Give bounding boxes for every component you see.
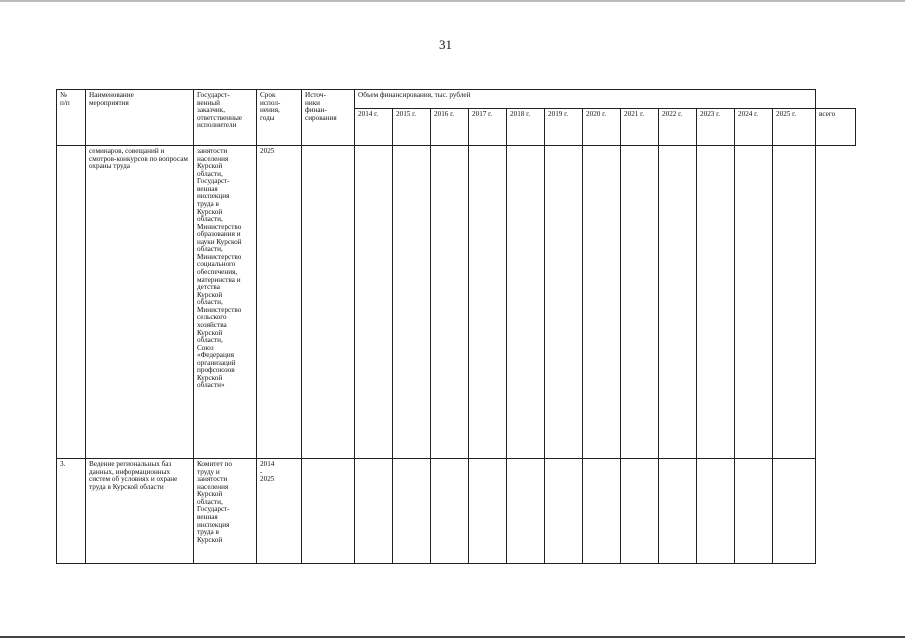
header-year: 2021 г. [621, 109, 659, 146]
header-funding: Объем финансирования, тыс. рублей [355, 90, 816, 109]
header-executor: Государст- венный заказчик, ответственные исполнители [194, 90, 257, 146]
header-name: Наименование мероприятия [86, 90, 194, 146]
header-year: 2015 г. [393, 109, 431, 146]
header-number: № п/п [57, 90, 86, 146]
row-executor: Комитет по труду и занятости населения Курской области, Государст- венная инспекция труда в Курской [194, 459, 257, 564]
header-year: 2024 г. [735, 109, 773, 146]
header-source: Источ- ники финан- сирования [302, 90, 355, 146]
header-year: 2018 г. [507, 109, 545, 146]
row-name: семинаров, совещаний и смотров-конкурсов по вопросам охраны труда [86, 146, 194, 459]
page-number: 31 [439, 37, 452, 52]
header-row-1 [57, 90, 856, 109]
table-row [57, 459, 856, 564]
header-year: 2016 г. [431, 109, 469, 146]
header-year: всего [816, 109, 856, 146]
scan-top-edge [0, 0, 905, 2]
header-year: 2019 г. [545, 109, 583, 146]
header-year: 2022 г. [659, 109, 697, 146]
row-term: 2025 [257, 146, 302, 459]
table-row [57, 146, 856, 459]
row-source [302, 459, 355, 564]
row-source [302, 146, 355, 459]
row-term: 2014 - 2025 [257, 459, 302, 564]
row-number: 3. [57, 459, 86, 564]
header-year: 2020 г. [583, 109, 621, 146]
header-year: 2025 г. [773, 109, 816, 146]
row-executor: занятости населения Курской области, Государст- венная инспекция труда в Курской области, Министерство образования и науки Курской области, Министерство социального обеспечения, материнства и детства Курской области, Министерство сельского хозяйства Курской области, Союз «Федерация организаций профсоюзов Курской области» [194, 146, 257, 459]
header-term: Срок испол- нения, годы [257, 90, 302, 146]
header-year: 2014 г. [355, 109, 393, 146]
header-year: 2017 г. [469, 109, 507, 146]
header-year: 2023 г. [697, 109, 735, 146]
row-number [57, 146, 86, 459]
scan-bottom-edge [0, 636, 905, 638]
row-name: Ведение региональных баз данных, информационных систем об условиях и охране труда в Курской области [86, 459, 194, 564]
funding-table [56, 89, 856, 564]
